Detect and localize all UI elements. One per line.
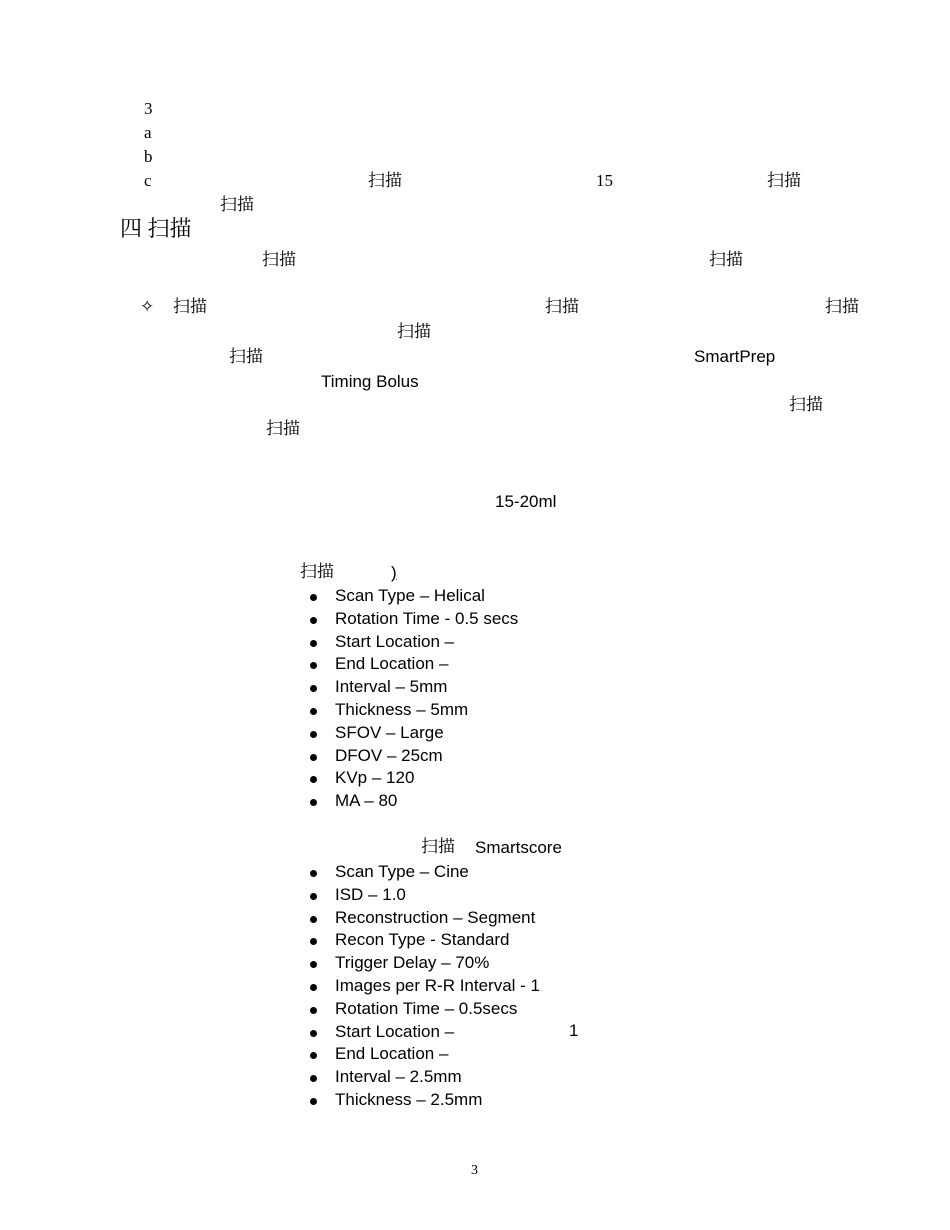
list-1-heading-paren: )	[391, 563, 397, 582]
list-item: Images per R-R Interval - 1	[306, 975, 540, 998]
paragraph-2-scan-5: 扫描	[229, 347, 263, 366]
paragraph-1-scan-2: 扫描	[709, 250, 743, 269]
paragraph-2-scan-1: 扫描	[173, 297, 207, 316]
bullet-icon	[310, 708, 317, 715]
list-item: Rotation Time – 0.5secs	[306, 998, 540, 1021]
bullet-icon	[310, 776, 317, 783]
list-item: DFOV – 25cm	[306, 745, 518, 768]
item-c-continuation-scan: 扫描	[220, 195, 254, 214]
list-item: End Location –	[306, 1043, 540, 1066]
list-item: Rotation Time - 0.5 secs	[306, 608, 518, 631]
item-3-label: 3	[144, 99, 153, 118]
list-item: Recon Type - Standard	[306, 929, 540, 952]
bullet-icon	[310, 685, 317, 692]
item-a-label: a	[144, 123, 152, 142]
item-c-scan-1: 扫描	[368, 171, 402, 190]
bullet-icon	[310, 870, 317, 877]
bullet-icon	[310, 893, 317, 900]
bullet-icon	[310, 938, 317, 945]
paragraph-2-scan-4: 扫描	[397, 322, 431, 341]
list-item: Start Location –	[306, 1021, 540, 1044]
diamond-bullet-icon: ✧	[140, 297, 155, 316]
bullet-icon	[310, 1007, 317, 1014]
paragraph-2-scan-6: 扫描	[789, 395, 823, 414]
smartprep-label: SmartPrep	[694, 347, 776, 366]
bullet-icon	[310, 731, 317, 738]
item-c-scan-2: 扫描	[767, 171, 801, 190]
bullet-icon	[310, 916, 317, 923]
list-item: Scan Type – Helical	[306, 585, 518, 608]
bullet-icon	[310, 640, 317, 647]
timing-bolus-label: Timing Bolus	[321, 372, 419, 391]
bullet-icon	[310, 754, 317, 761]
contrast-volume: 15-20ml	[495, 492, 557, 511]
list-item: End Location –	[306, 653, 518, 676]
paragraph-1-scan-1: 扫描	[262, 250, 296, 269]
bullet-icon	[310, 961, 317, 968]
item-c-number: 15	[596, 171, 613, 190]
bullet-icon	[310, 1030, 317, 1037]
list-item: Trigger Delay – 70%	[306, 952, 540, 975]
section-heading: 四 扫描	[120, 216, 192, 241]
list-2-heading-smartscore: Smartscore	[475, 838, 562, 857]
list-item: Thickness – 2.5mm	[306, 1089, 540, 1112]
list-1-heading-scan: 扫描	[300, 562, 334, 581]
list-item: Thickness – 5mm	[306, 699, 518, 722]
bullet-icon	[310, 594, 317, 601]
list-2-start-location-suffix: 1	[569, 1021, 579, 1040]
list-item: ISD – 1.0	[306, 884, 540, 907]
bullet-icon	[310, 617, 317, 624]
list-item: KVp – 120	[306, 767, 518, 790]
page-number: 3	[471, 1163, 478, 1178]
bullet-icon	[310, 1075, 317, 1082]
list-item: Interval – 5mm	[306, 676, 518, 699]
list-item: Reconstruction – Segment	[306, 907, 540, 930]
list-2-heading-scan: 扫描	[421, 837, 455, 856]
bullet-icon	[310, 984, 317, 991]
paragraph-2-scan-3: 扫描	[825, 297, 859, 316]
list-item: MA – 80	[306, 790, 518, 813]
item-b-label: b	[144, 147, 153, 166]
paragraph-2-scan-7: 扫描	[266, 419, 300, 438]
paragraph-2-scan-2: 扫描	[545, 297, 579, 316]
bullet-icon	[310, 799, 317, 806]
item-c-label: c	[144, 171, 152, 190]
bullet-icon	[310, 1052, 317, 1059]
scan-parameters-list-1	[306, 585, 518, 813]
bullet-icon	[310, 1098, 317, 1105]
scan-parameters-list-2	[306, 861, 540, 1112]
list-item: SFOV – Large	[306, 722, 518, 745]
bullet-icon	[310, 662, 317, 669]
list-item: Scan Type – Cine	[306, 861, 540, 884]
list-item: Start Location –	[306, 631, 518, 654]
list-item: Interval – 2.5mm	[306, 1066, 540, 1089]
